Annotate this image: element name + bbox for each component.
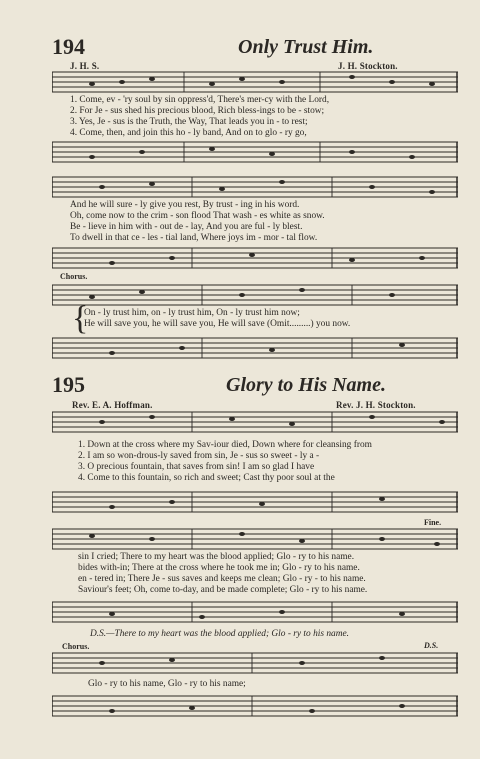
lyric-line: 3. Yes, Je - sus is the Truth, the Way, That leads you in - to rest; (70, 117, 308, 127)
verse-lines (70, 200, 325, 244)
chorus-label: Chorus. (62, 642, 90, 651)
hymn-title: Only Trust Him. (238, 36, 374, 58)
hymn-title: Glory to His Name. (226, 374, 386, 396)
treble-staff (52, 527, 458, 551)
treble-staff (52, 651, 458, 675)
verse-lines (78, 440, 372, 484)
fine-label: Fine. (424, 518, 442, 527)
ds-mark: D.S. (424, 641, 439, 650)
lyric-line: bides with-in; There at the cross where he took me in; Glo - ry to his name. (78, 563, 360, 573)
treble-staff (52, 175, 458, 199)
chorus-label: Chorus. (60, 272, 88, 281)
hymn-number: 195 (52, 372, 85, 397)
treble-staff (52, 410, 458, 434)
lyric-line: en - tered in; There Je - sus saves and keeps me clean; Glo - ry - to his name. (78, 574, 366, 584)
verse-lines (70, 95, 329, 139)
lyric-line: 2. I am so won-drous-ly saved from sin, Je - sus so sweet - ly a - (78, 451, 320, 461)
verse-lines (78, 552, 367, 596)
bass-staff (52, 694, 458, 718)
lyric-line: 2. For Je - sus shed his precious blood, Rich bless-ings to be - stow; (70, 106, 325, 116)
hymn-number: 194 (52, 34, 85, 59)
lyric-line: 1. Come, ev - 'ry soul by sin oppress'd, There's mer-cy with the Lord, (70, 95, 330, 105)
lyric-line: Saviour's feet; Oh, come to-day, and be made complete; Glo - ry to his name. (78, 585, 368, 595)
bass-staff (52, 246, 458, 270)
words-attribution: Rev. E. A. Hoffman. (72, 400, 153, 410)
ds-line: D.S.—There to my heart was the blood applied; Glo - ry to his name. (90, 629, 350, 639)
lyric-line: He will save you, he will save you, He will save (Omit.........) you now. (84, 319, 351, 329)
lyric-line: 4. Come, then, and join this ho - ly band, And on to glo - ry go, (70, 128, 307, 138)
bass-staff (52, 336, 458, 360)
treble-staff (52, 70, 458, 94)
lyric-line: Be - lieve in him with - out de - lay, And you are ful - ly blest. (70, 222, 303, 232)
chorus-line: Glo - ry to his name, Glo - ry to his name; (88, 679, 246, 689)
lyric-line: 3. O precious fountain, that saves from sin! I am so glad I have (78, 462, 315, 472)
lyric-line: On - ly trust him, on - ly trust him, On - ly trust him now; (84, 308, 300, 318)
lyric-line: 4. Come to this fountain, so rich and sweet; Cast thy poor soul at the (78, 473, 335, 483)
words-attribution: J. H. S. (70, 61, 100, 71)
music-attribution: J. H. Stockton. (338, 61, 398, 71)
bass-staff (52, 490, 458, 514)
bass-staff (52, 140, 458, 164)
treble-staff (52, 283, 458, 307)
lyric-line: To dwell in that ce - les - tial land, Where joys im - mor - tal flow. (70, 233, 318, 243)
lyric-line: And he will sure - ly give you rest, By trust - ing in his word. (70, 200, 300, 210)
chorus-lines (84, 308, 350, 330)
lyric-line: sin I cried; There to my heart was the blood applied; Glo - ry to his name. (78, 552, 355, 562)
lyric-brace: { (72, 300, 89, 337)
bass-staff (52, 600, 458, 624)
lyric-line: 1. Down at the cross where my Sav-iour died, Down where for cleansing from (78, 440, 372, 450)
music-attribution: Rev. J. H. Stockton. (336, 400, 416, 410)
lyric-line: Oh, come now to the crim - son flood That wash - es white as snow. (70, 211, 325, 221)
